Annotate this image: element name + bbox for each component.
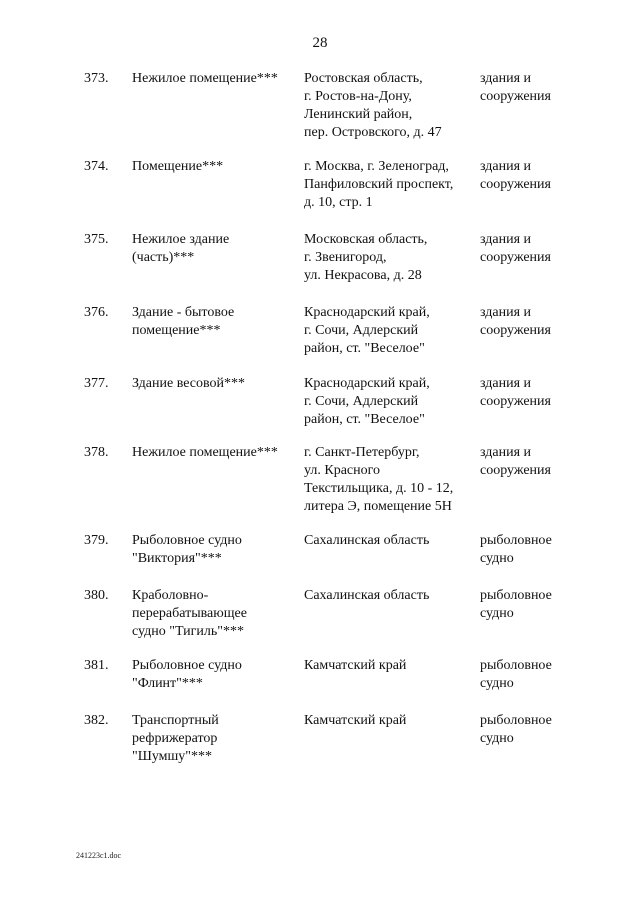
item-address: Камчатский край (304, 658, 407, 673)
item-name: Нежилое помещение*** (132, 71, 278, 86)
list-item (0, 70, 640, 158)
item-type: здания и сооружения (480, 445, 551, 478)
item-number: 380. (84, 588, 109, 603)
item-name: Транспортный рефрижератор "Шумшу"*** (132, 713, 219, 764)
item-number: 377. (84, 376, 109, 391)
item-address: Камчатский край (304, 713, 407, 728)
list-item (0, 158, 640, 231)
item-number: 374. (84, 159, 109, 174)
item-name: Здание - бытовое помещение*** (132, 305, 235, 338)
item-type: рыболовное судно (480, 713, 552, 746)
item-name: Нежилое здание (часть)*** (132, 232, 230, 265)
item-address: Сахалинская область (304, 588, 430, 603)
item-type: здания и сооружения (480, 232, 551, 265)
list-item (0, 657, 640, 712)
item-number: 378. (84, 445, 109, 460)
item-address: Краснодарский край, г. Сочи, Адлерский район, ст. "Веселое" (304, 376, 430, 427)
item-name: Краболовно- перерабатывающее судно "Тигиль"*** (132, 588, 247, 639)
document-filename: 241223c1.doc (76, 851, 122, 860)
list-item (0, 231, 640, 304)
property-list (0, 70, 640, 772)
list-item (0, 587, 640, 657)
item-number: 375. (84, 232, 109, 247)
item-name: Нежилое помещение*** (132, 445, 278, 460)
item-type: здания и сооружения (480, 159, 551, 192)
item-type: здания и сооружения (480, 305, 551, 338)
item-name: Здание весовой*** (132, 376, 246, 391)
item-name: Рыболовное судно "Виктория"*** (132, 533, 242, 566)
item-type: здания и сооружения (480, 71, 551, 104)
item-type: рыболовное судно (480, 588, 552, 621)
item-type: рыболовное судно (480, 658, 552, 691)
item-number: 382. (84, 713, 109, 728)
item-address: Сахалинская область (304, 533, 430, 548)
item-name: Рыболовное судно "Флинт"*** (132, 658, 242, 691)
item-number: 381. (84, 658, 109, 673)
item-name: Помещение*** (132, 159, 224, 174)
item-address: Московская область, г. Звенигород, ул. Некрасова, д. 28 (304, 232, 428, 283)
item-type: здания и сооружения (480, 376, 551, 409)
list-item (0, 444, 640, 532)
item-address: г. Санкт-Петербург, ул. Красного Текстильщика, д. 10 - 12, литера Э, помещение 5Н (304, 445, 454, 514)
page-number: 28 (312, 35, 328, 51)
item-address: Краснодарский край, г. Сочи, Адлерский район, ст. "Веселое" (304, 305, 430, 356)
item-address: Ростовская область, г. Ростов-на-Дону, Ленинский район, пер. Островского, д. 47 (304, 71, 442, 140)
item-number: 379. (84, 533, 109, 548)
item-number: 376. (84, 305, 109, 320)
list-item (0, 532, 640, 587)
list-item (0, 375, 640, 444)
list-item (0, 712, 640, 772)
list-item (0, 304, 640, 375)
item-number: 373. (84, 71, 109, 86)
item-address: г. Москва, г. Зеленоград, Панфиловский проспект, д. 10, стр. 1 (304, 159, 454, 210)
item-type: рыболовное судно (480, 533, 552, 566)
